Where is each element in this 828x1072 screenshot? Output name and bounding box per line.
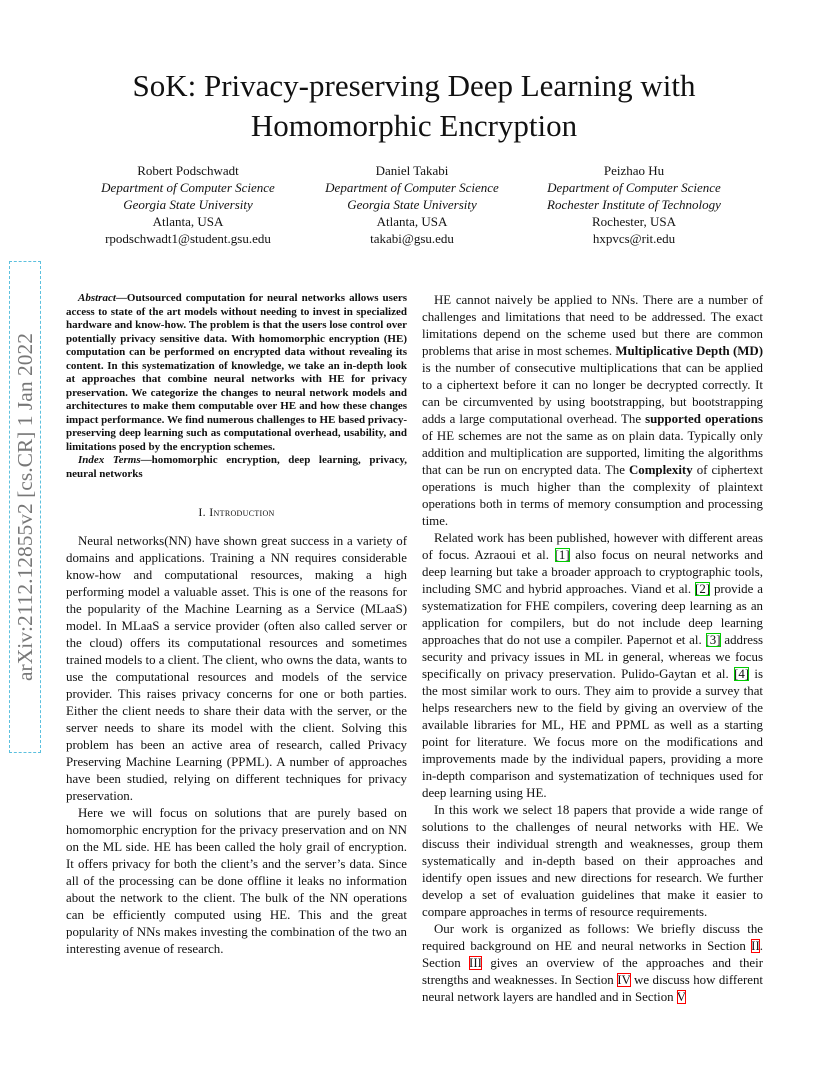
section-link[interactable]: V [676,990,686,1004]
author-name: Daniel Takabi [375,163,449,178]
citation-link[interactable]: [3] [705,633,721,647]
contribution-paragraph: In this work we select 18 papers that provide a wide range of solutions to the challenges of neural networks with HE. We discuss their individual strength and weaknesses, group them systematically and in-depth based on their approaches and identify open issues and new directions for research. We further develop a set of evaluation guidelines that make it easier to compare approaches in terms of resource requirements. [422,803,763,919]
paper-title [0,66,828,146]
related-work-paragraph [422,530,763,802]
author-name: Robert Podschwadt [137,163,239,178]
author-institution: Georgia State University [347,197,477,212]
section-link[interactable]: II [751,939,760,953]
author-block-2 [292,162,532,247]
intro-paragraph-2: Here we will focus on solutions that are purely based on homomorphic encryption for the privacy preservation and on NN on the ML side. HE has been called the holy grail of encryption. It offers privacy for both the client’s and the server’s data. Since all of the processing can be done offline it leaks no information about the network to the client. The bulk of the NN operations can be efficiently computed using HE. This and the great popularity of NNs makes investing the combination of the two an interesting avenue of research. [66,806,407,956]
author-institution: Rochester Institute of Technology [547,197,721,212]
author-institution: Georgia State University [123,197,253,212]
term-complexity: Complexity [628,463,693,477]
section-title: Introduction [209,505,275,519]
citation-link[interactable]: [1] [554,548,570,562]
intro-paragraph-1: Neural networks(NN) have shown great success in a variety of domains and applications. Training a NN requires considerable know-how and computational resources, making a high performing model a valuable asset. This is one of the reasons for the popularity of the Machine Learning as a Service (MLaaS) model. In MLaaS a service provider (often also called server or the cloud) offers its computational resources and sometimes trained models to a client. The client, who owns the data, wants to use the computational resources and models of the service provider. This raises privacy concerns for one or both parties. Either the client needs to share their data with the server, or the server needs to share its model with the client. Solving this problem has been an active area of research, called Privacy Preserving Machine Learning (PPML). A number of approaches have been studied, relying on different techniques for privacy preservation. [66,534,407,803]
text-run: of ciphertext operations is much higher than the complexity of plaintext operations both in terms of memory consumption and processing time. [422,463,763,528]
text-run: of HE schemes are not the same as on plain data. Typically only addition and multiplication are supported, limiting the algorithms that can be run on encrypted data. The [422,429,763,477]
author-department: Department of Computer Science [547,180,721,195]
author-block-3 [514,162,754,247]
author-location: Atlanta, USA [152,214,224,229]
title-line-1: SoK: Privacy-preserving Deep Learning with [132,68,696,103]
citation-link[interactable]: [4] [734,667,750,681]
text-run: gives an overview of the approaches and their strengths and weaknesses. In Section [422,956,763,987]
challenges-paragraph [422,292,763,530]
text-run: Related work has been published, however with different areas of focus. Azraoui et al. [422,531,763,562]
author-email: rpodschwadt1@student.gsu.edu [105,231,271,246]
term-supported-operations: supported operations [645,412,763,426]
author-department: Department of Computer Science [325,180,499,195]
index-terms-text: —homomorphic encryption, deep learning, privacy, neural networks [66,454,407,480]
title-line-2: Homomorphic Encryption [250,108,578,143]
citation-link[interactable]: [2] [695,582,711,596]
text-run: provide a systematization for FHE compilers, covering deep learning as an application for compilers, but do not include deep learning approaches that do not use a compiler. Papernot et al. [422,582,763,647]
text-run: Our work is organized as follows: We briefly discuss the required background on HE and neural networks in Section [422,922,763,953]
left-column [66,292,407,958]
section-numeral: I. [198,505,206,519]
author-location: Rochester, USA [592,214,676,229]
author-department: Department of Computer Science [101,180,275,195]
author-email: takabi@gsu.edu [370,231,454,246]
author-email: hxpvcs@rit.edu [592,231,676,246]
text-run: . Section [422,939,763,970]
section-link[interactable]: III [469,956,482,970]
text-run: HE cannot naively be applied to NNs. There are a number of challenges and limitations that need to be addressed. The exact limitations depend on the scheme used but there are common problems that arise in most schemes. [422,293,763,358]
section-heading [66,504,407,521]
term-multiplicative-depth: Multiplicative Depth (MD) [615,344,764,358]
text-run: is the number of consecutive multiplications that can be applied to a ciphertext before it can no longer be decrypted correctly. It can be circumvented by using bootstrapping, but bootstrapping adds a large computational overhead. The [422,361,763,426]
text-run: address security and privacy issues in ML in general, whereas we focus specifically on privacy preservation. Pulido-Gaytan et al. [422,633,764,681]
abstract [66,292,407,481]
section-link[interactable]: IV [617,973,631,987]
index-terms-lead: Index Terms [78,454,141,466]
arxiv-identifier[interactable]: arXiv:2112.12855v2 [cs.CR] 1 Jan 2022 [10,262,40,752]
abstract-text: —Outsourced computation for neural networks allows users access to state of the art models without needing to invest in specialized hardware and know-how. The problem is that the users lose control over potentially privacy sensitive data. With homomorphic encryption (HE) computation can be performed on encrypted data without revealing its content. In this systematization of knowledge, we take an in-depth look at approaches that combine neural networks with HE for privacy preservation. We categorize the changes to neural network models and architectures to make them computable over HE and how these changes impact performance. We find numerous challenges to HE based privacy-preserving deep learning such as computational overhead, usability, and limitations posed by the encryption schemes. [66,292,407,453]
right-column [422,292,763,1006]
abstract-lead: Abstract [78,292,116,304]
author-name: Peizhao Hu [603,163,665,178]
text-run: is the most similar work to ours. They aim to provide a survey that helps researchers new to the field by giving an overview of the available libraries for ML, HE and PPML as well as a starting point for literature. We focus more on the modifications and improvements made by the individual papers, providing a more in-depth comparison and systematization of techniques used for deep learning using HE. [422,667,763,800]
organization-paragraph [422,921,763,1006]
text-run: also focus on neural networks and deep learning but take a broader approach to cryptographic tools, including SMC and hybrid approaches. Viand et al. [422,548,763,596]
author-location: Atlanta, USA [376,214,448,229]
text-run: we discuss how different neural network layers are handled and in Section [422,973,763,1004]
author-block-1 [68,162,308,247]
